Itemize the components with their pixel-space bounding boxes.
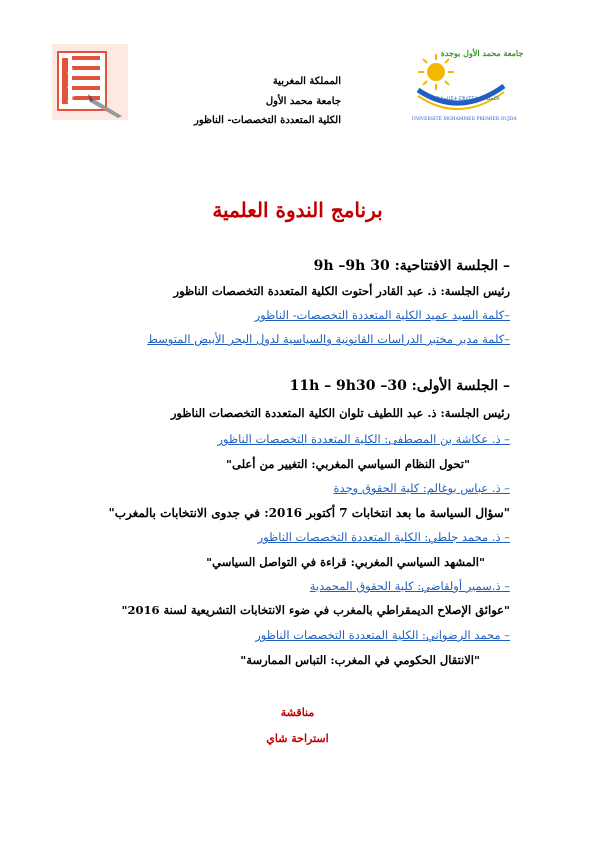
talk-title: "عوائق الإصلاح الديمقراطي بالمغرب في ضوء الانتخابات التشريعية لسنة 2016" (121, 603, 510, 617)
univ-logo-tifinagh: ⵜⴰⵙⴷⴰⵡⵉⵜ ⵎⵓⵃⵎⵎⴷ ⵉⵣⵡⴰⵔⵏ (428, 96, 500, 102)
talk-title: "سؤال السياسة ما بعد انتخابات 7 أكتوبر 2016: في جدوى الانتخابات بالمغرب" (108, 506, 510, 520)
university-logo (411, 40, 524, 126)
opening-item-dean: –كلمة السيد عميد الكلية المتعددة التخصصات- الناظور (254, 308, 510, 322)
fpn-letter-p: P (67, 81, 73, 90)
speaker-name: – ذ. عباس بوغالم: كلية الحقوق وجدة (333, 481, 510, 495)
univ-logo-latin: UNIVERSITÉ MOHAMMED PREMIER OUJDA (411, 117, 517, 122)
speaker-name: – ذ.سمير أولقاضي: كلية الحقوق المحمدية (309, 579, 510, 593)
first-session-heading: – الجلسة الأولى: 30– 11h – 9h30 (289, 378, 510, 394)
speaker-name: – ذ. عكاشة بن المصطفى: الكلية المتعددة التخصصات الناظور (217, 432, 510, 446)
speaker-name: – محمد الرضواني: الكلية المتعددة التخصصات الناظور (255, 628, 510, 642)
discussion-label: مناقشة (280, 706, 315, 719)
program-title: برنامج الندوة العلمية (212, 198, 383, 222)
talk-title: "تحول النظام السياسي المغربي: التغيير من أعلى" (226, 457, 470, 471)
header-faculty: الكلية المتعددة التخصصات- الناظور (194, 115, 341, 126)
talk-title: "المشهد السياسي المغربي: قراءة في التواصل السياسي" (206, 555, 485, 569)
talk-title: "الانتقال الحكومي في المغرب: التباس الممارسة" (240, 653, 480, 667)
header-university: جامعة محمد الأول (265, 96, 341, 107)
first-session-chair: رئيس الجلسة: ذ. عبد اللطيف تلوان الكلية المتعددة التخصصات الناظور (170, 406, 510, 420)
univ-logo-arabic: جامعة محمد الأول بوجدة (440, 48, 524, 58)
fpn-letter-n: N (67, 95, 74, 104)
faculty-logo (52, 44, 128, 120)
fpn-letter-f: F (67, 67, 73, 76)
opening-session-heading: – الجلسة الافتتاحية: 30 9h –9h (313, 258, 510, 274)
header-kingdom: المملكة المغربية (272, 76, 341, 87)
tea-break-label: استراحة شاي (266, 732, 329, 745)
opening-session-chair: رئيس الجلسة: ذ. عبد القادر أحتوت الكلية المتعددة التخصصات الناظور (173, 284, 510, 298)
speaker-name: – ذ. محمد جلطي: الكلية المتعددة التخصصات الناظور (257, 530, 510, 544)
opening-item-lab-director: –كلمة مدير مختبر الدراسات القانونية والسياسية لدول البحر الأبيض المتوسط (147, 332, 510, 346)
